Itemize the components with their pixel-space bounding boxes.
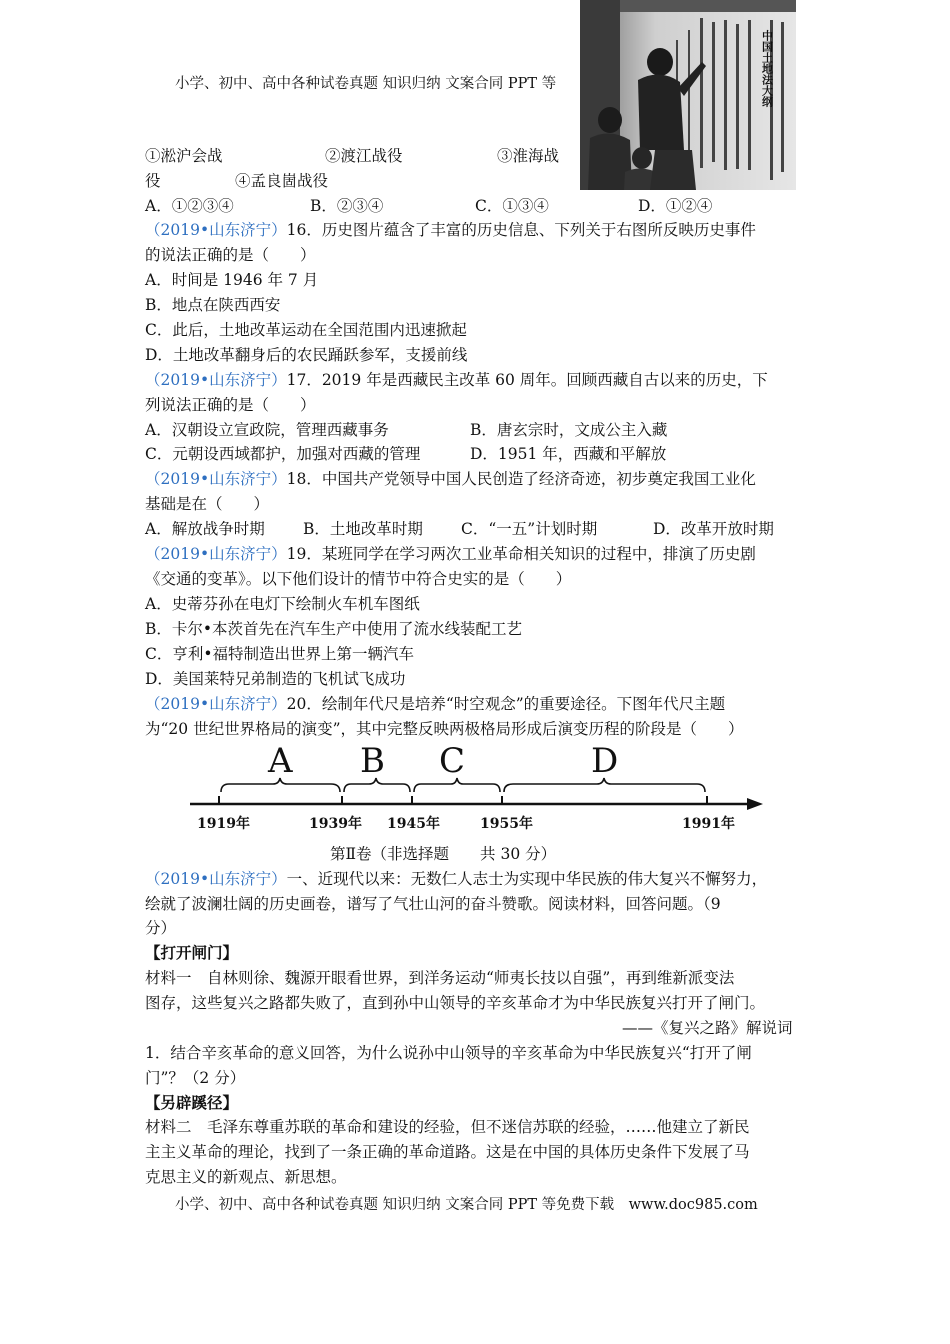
q19-stem-line1: （2019•山东济宁）19．某班同学在学习两次工业革命相关知识的过程中，排演了历史剧 [145, 545, 756, 563]
material1-line1: 材料一 自林则徐、魏源开眼看世界，到洋务运动“师夷长技以自强”，再到维新派变法 [145, 969, 735, 987]
q19-option-d: D．美国莱特兄弟制造的飞机试飞成功 [145, 670, 406, 688]
q19-stem-line2: 《交通的变革》。以下他们设计的情节中符合史实的是（ ） [145, 570, 572, 588]
page-footer: 小学、初中、高中各种试卷真题 知识归纳 文案合同 PPT 等免费下载 www.doc985.com [175, 1197, 758, 1213]
q16-option-b: B．地点在陕西西安 [145, 296, 281, 314]
source-tag: （2019•山东济宁） [145, 695, 287, 713]
segment-label-a: A [268, 741, 293, 781]
section-heading-2: 【另辟蹊径】 [145, 1093, 239, 1112]
historical-photo [580, 0, 796, 190]
segment-label-b: B [360, 741, 385, 781]
essay-intro-line2: 绘就了波澜壮阔的历史画卷，谱写了气壮山河的奋斗赞歌。阅读材料，回答问题。（9 [145, 895, 721, 913]
q16-stem-line1: （2019•山东济宁）16．历史图片蕴含了丰富的历史信息、下列关于右图所反映历史事件 [145, 221, 756, 239]
q17-stem-line2: 列说法正确的是（ ） [145, 396, 316, 414]
q19-option-a: A．史蒂芬孙在电灯下绘制火车机车图纸 [145, 595, 420, 613]
q19-option-b: B．卡尔•本茨首先在汽车生产中使用了流水线装配工艺 [145, 620, 523, 638]
q19-option-c: C．亨利•福特制造出世界上第一辆汽车 [145, 645, 415, 663]
essay-intro-line3: 分） [145, 919, 177, 937]
question1-line2: 门”？（2 分） [145, 1069, 246, 1087]
q15-options-line1: ①淞沪会战 ②渡江战役 ③淮海战 [145, 147, 560, 165]
year-1919: 1919年 [197, 816, 250, 832]
q18-stem-line2: 基础是在（ ） [145, 495, 270, 513]
essay-intro-line1: （2019•山东济宁）一、近现代以来：无数仁人志士为实现中华民族的伟大复兴不懈努力， [145, 870, 768, 888]
q20-stem-line1: （2019•山东济宁）20．绘制年代尺是培养“时空观念”的重要途径。下图年代尺主题 [145, 695, 726, 713]
q17-stem-line1: （2019•山东济宁）17．2019 年是西藏民主改革 60 周年。回顾西藏自古以来的历史，下 [145, 371, 768, 389]
material1-line2: 图存，这些复兴之路都失败了，直到孙中山领导的辛亥革命才为中华民族复兴打开了闸门。 [145, 994, 766, 1012]
material1-source: ——《复兴之路》解说词 [622, 1019, 793, 1037]
timeline-diagram [185, 738, 770, 842]
q16-stem-line2: 的说法正确的是（ ） [145, 246, 316, 264]
source-tag: （2019•山东济宁） [145, 545, 287, 563]
segment-label-c: C [439, 741, 466, 781]
q17-options-cd: C．元朝设西域都护，加强对西藏的管理 D．1951 年，西藏和平解放 [145, 445, 667, 463]
timeline-arrow [747, 798, 763, 810]
q20-stem-line2: 为“20 世纪世界格局的演变”，其中完整反映两极格局形成后演变历程的阶段是（ ） [145, 720, 744, 738]
q15-answers: A．①②③④ B．②③④ C．①③④ D．①②④ [145, 197, 713, 215]
material2-line1: 材料二 毛泽东尊重苏联的革命和建设的经验，但不迷信苏联的经验，……他建立了新民 [145, 1118, 750, 1136]
year-1939: 1939年 [309, 816, 362, 832]
q15-options-line2: 役 ④孟良崮战役 [145, 172, 329, 190]
material2-line3: 克思主义的新观点、新思想。 [145, 1168, 347, 1186]
source-tag: （2019•山东济宁） [145, 371, 287, 389]
q16-option-d: D．土地改革翻身后的农民踊跃参军，支援前线 [145, 346, 468, 364]
question1-line1: 1．结合辛亥革命的意义回答，为什么说孙中山领导的辛亥革命为中华民族复兴“打开了闸 [145, 1044, 752, 1062]
year-1945: 1945年 [387, 816, 440, 832]
source-tag: （2019•山东济宁） [145, 221, 287, 239]
part2-title: 第Ⅱ卷（非选择题 共 30 分） [330, 845, 557, 863]
q16-option-c: C．此后，土地改革运动在全国范围内迅速掀起 [145, 321, 467, 339]
photo-title-text: 中国土地法大纲 [760, 30, 774, 107]
q18-options: A．解放战争时期 B．土地改革时期 C．“一五”计划时期 D．改革开放时期 [145, 520, 774, 538]
year-1955: 1955年 [480, 816, 533, 832]
source-tag: （2019•山东济宁） [145, 470, 287, 488]
q17-options-ab: A．汉朝设立宣政院，管理西藏事务 B．唐玄宗时，文成公主入藏 [145, 421, 668, 439]
section-heading-1: 【打开闸门】 [145, 943, 239, 962]
page-header: 小学、初中、高中各种试卷真题 知识归纳 文案合同 PPT 等 [175, 76, 557, 92]
segment-label-d: D [591, 741, 619, 781]
year-1991: 1991年 [682, 816, 735, 832]
material2-line2: 主主义革命的理论，找到了一条正确的革命道路。这是在中国的具体历史条件下发展了马 [145, 1143, 750, 1161]
source-tag: （2019•山东济宁） [145, 870, 287, 888]
q16-option-a: A．时间是 1946 年 7 月 [145, 271, 319, 289]
q18-stem-line1: （2019•山东济宁）18．中国共产党领导中国人民创造了经济奇迹，初步奠定我国工业化 [145, 470, 756, 488]
